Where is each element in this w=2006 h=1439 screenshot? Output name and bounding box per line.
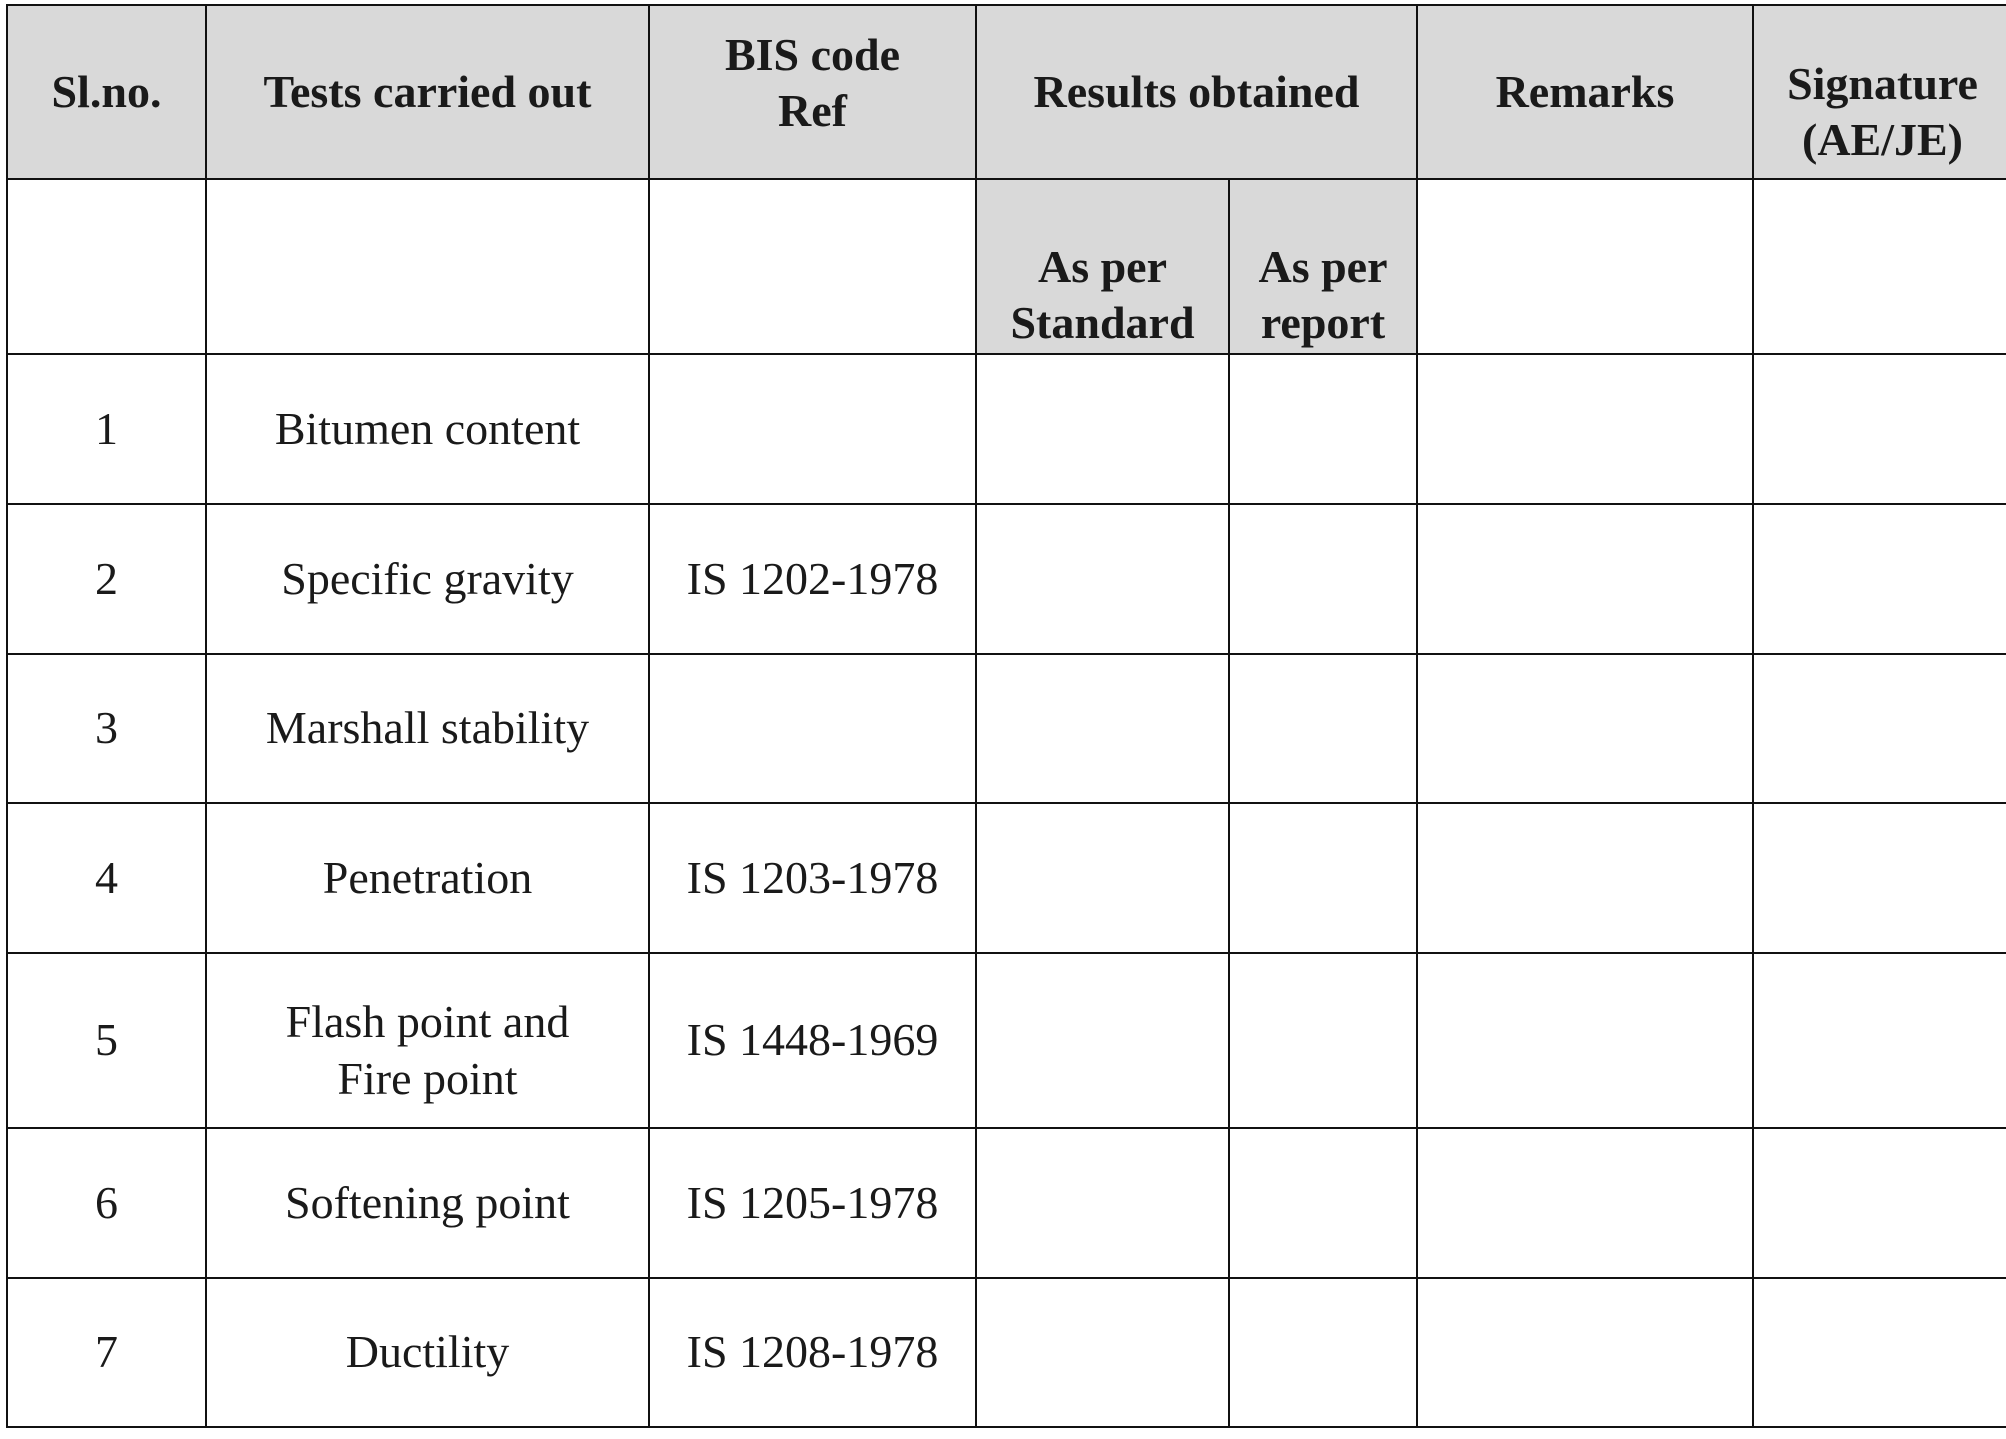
row-bis-code-text: IS 1205-1978 xyxy=(686,1176,939,1228)
row-sl-no-text: 6 xyxy=(95,1176,118,1228)
row-bis-code xyxy=(648,1127,978,1280)
row-test-name-text: Specific gravity xyxy=(281,552,574,604)
row-bis-code-text: IS 1203-1978 xyxy=(686,851,939,903)
row-remarks xyxy=(1416,952,1755,1130)
row-sl-no-text: 5 xyxy=(95,1014,118,1066)
row-remarks xyxy=(1416,1277,1755,1429)
row-as-per-standard xyxy=(975,653,1231,805)
subheader-empty xyxy=(648,178,978,356)
row-test-name-text: Flash point and Fire point xyxy=(285,996,570,1104)
row-test-name xyxy=(205,1127,651,1280)
row-sl-no-text: 7 xyxy=(95,1326,118,1378)
header-bis-code xyxy=(648,4,978,181)
row-sl-no xyxy=(6,1277,208,1429)
row-test-name xyxy=(205,1277,651,1429)
row-test-name xyxy=(205,802,651,955)
row-as-per-standard xyxy=(975,952,1231,1130)
row-signature xyxy=(1752,503,2006,656)
row-signature xyxy=(1752,1127,2006,1280)
row-bis-code xyxy=(648,503,978,656)
row-as-per-report xyxy=(1228,653,1419,805)
row-sl-no xyxy=(6,952,208,1130)
row-as-per-report xyxy=(1228,802,1419,955)
header-sl-no-text: Sl.no. xyxy=(51,65,162,117)
row-signature xyxy=(1752,653,2006,805)
row-as-per-standard xyxy=(975,802,1231,955)
row-as-per-standard xyxy=(975,1127,1231,1280)
header-tests-text: Tests carried out xyxy=(263,65,592,117)
header-bis-code-text: BIS code Ref xyxy=(724,28,901,136)
row-test-name-text: Marshall stability xyxy=(265,702,590,754)
row-bis-code xyxy=(648,802,978,955)
header-results-text: Results obtained xyxy=(1033,65,1360,117)
row-as-per-report xyxy=(1228,952,1419,1130)
row-bis-code-text: IS 1208-1978 xyxy=(686,1326,939,1378)
row-test-name xyxy=(205,353,651,506)
row-signature xyxy=(1752,1277,2006,1429)
row-bis-code xyxy=(648,1277,978,1429)
row-bis-code xyxy=(648,653,978,805)
row-sl-no-text: 1 xyxy=(95,402,118,454)
row-signature xyxy=(1752,353,2006,506)
row-remarks xyxy=(1416,1127,1755,1280)
row-as-per-report xyxy=(1228,1127,1419,1280)
row-bis-code xyxy=(648,353,978,506)
row-sl-no-text: 3 xyxy=(95,702,118,754)
subheader-empty xyxy=(6,178,208,356)
header-remarks xyxy=(1416,4,1755,181)
subheader-empty xyxy=(1752,178,2006,356)
row-sl-no xyxy=(6,503,208,656)
row-as-per-report xyxy=(1228,1277,1419,1429)
row-sl-no xyxy=(6,1127,208,1280)
row-remarks xyxy=(1416,653,1755,805)
row-as-per-report xyxy=(1228,353,1419,506)
row-sl-no xyxy=(6,353,208,506)
row-as-per-standard xyxy=(975,503,1231,656)
row-test-name xyxy=(205,503,651,656)
row-test-name-text: Penetration xyxy=(322,851,533,903)
header-tests xyxy=(205,4,651,181)
header-sl-no xyxy=(6,4,208,181)
row-sl-no xyxy=(6,802,208,955)
row-remarks xyxy=(1416,802,1755,955)
row-signature xyxy=(1752,802,2006,955)
subheader-empty xyxy=(1416,178,1755,356)
row-sl-no-text: 4 xyxy=(95,851,118,903)
row-remarks xyxy=(1416,503,1755,656)
row-bis-code-text: IS 1448-1969 xyxy=(686,1014,939,1066)
row-test-name-text: Bitumen content xyxy=(274,402,581,454)
header-as-per-standard xyxy=(975,178,1231,356)
row-sl-no-text: 2 xyxy=(95,552,118,604)
row-test-name-text: Softening point xyxy=(285,1176,570,1228)
header-results xyxy=(975,4,1419,181)
row-test-name xyxy=(205,952,651,1130)
subheader-empty xyxy=(205,178,651,356)
header-signature xyxy=(1752,4,2006,181)
row-test-name xyxy=(205,653,651,805)
row-signature xyxy=(1752,952,2006,1130)
row-bis-code xyxy=(648,952,978,1130)
row-bis-code-text: IS 1202-1978 xyxy=(686,552,939,604)
header-as-per-report xyxy=(1228,178,1419,356)
row-as-per-standard xyxy=(975,1277,1231,1429)
row-as-per-report xyxy=(1228,503,1419,656)
row-remarks xyxy=(1416,353,1755,506)
header-remarks-text: Remarks xyxy=(1495,65,1675,117)
row-test-name-text: Ductility xyxy=(345,1326,510,1378)
header-as-per-report-text: As per report xyxy=(1258,241,1388,349)
header-signature-text: Signature (AE/JE) xyxy=(1787,57,1978,165)
header-as-per-standard-text: As per Standard xyxy=(1010,241,1195,349)
row-sl-no xyxy=(6,653,208,805)
row-as-per-standard xyxy=(975,353,1231,506)
